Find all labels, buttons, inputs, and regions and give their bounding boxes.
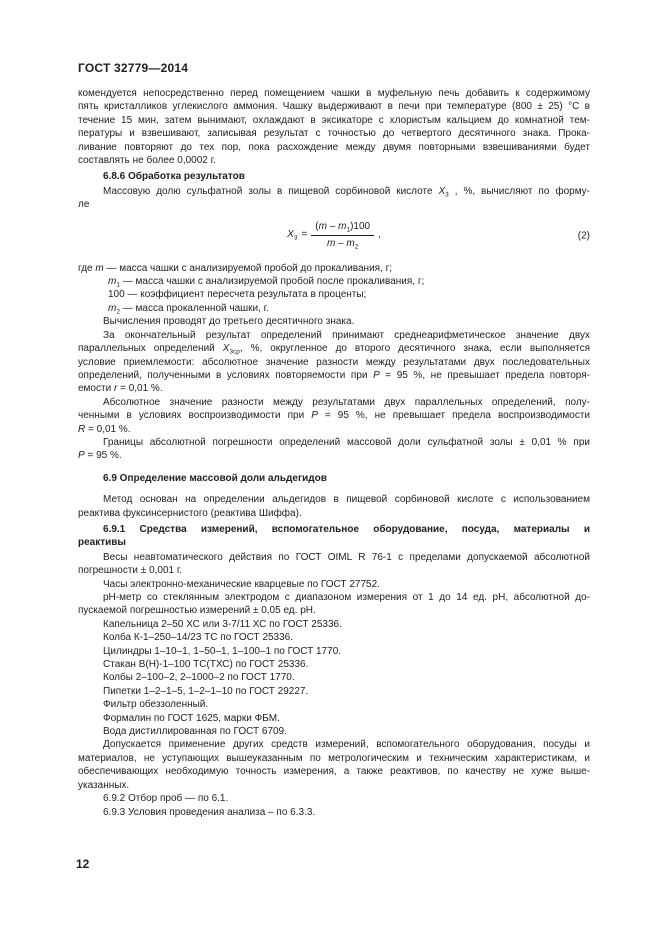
text-line: Метод основан на определении альдегидов в пищевой сорбиновой кислоте с использованием [103,494,590,506]
paragraph [78,738,590,792]
text-line: составлять не более 0,0002 г. [78,155,216,167]
paragraph [78,685,590,698]
text-line: ченными в условиях воспроизводимости при P = 95 %, не превышает предела воспроизводимости [78,410,590,422]
text-line: рН-метр со стеклянным электродом с диапазоном измерения от 1 до 14 ед. рН, абсолютной до- [103,592,590,603]
fraction-denominator: m – $m_2$ [326,237,359,251]
text-line: $m_1$ — масса чашки с анализируемой пробой после прокаливания, г; [108,276,425,289]
heading [78,170,590,183]
formula [78,221,590,251]
text-line: Массовую долю сульфатной золы в пищевой сорбиновой кислоте $X_3$ , %, вычисляют по форму- [103,185,591,199]
text-line: Пипетки 1–2–1–5, 1–2–1–10 по ГОСТ 29227. [103,685,309,697]
fraction-numerator: $(m - m_1)100$ [311,221,374,236]
text-line: комендуется непосредственно перед помещением чашки в муфельную печь добавить к содержимому [78,88,590,99]
text-line: ле [78,199,90,211]
text-line: Капельница 2–50 ХС или 3-7/11 ХС по ГОСТ 25336. [103,618,342,630]
paragraph [78,698,590,711]
text-line: указанных. [78,779,130,791]
heading [78,523,590,550]
paragraph [78,551,590,578]
paragraph [78,87,590,167]
text-line: Допускается применение других средств измерений, вспомогательного оборудования, посуды и [103,739,590,751]
formula-number: (2) [577,229,590,241]
text-line: Формалин по ГОСТ 1625, марки ФБМ. [103,712,280,724]
text-line: Стакан В(Н)-1–100 ТС(ТХС) по ГОСТ 25336. [103,659,309,671]
text-line: пять кристалликов углекислого аммония. Чашку выдерживают в печи при температуре (800 ± 25) °С в [78,101,590,113]
text-line: 6.9.1 Средства измерений, вспомогательное оборудование, посуда, материалы и [103,523,590,535]
text-line: параллельных определений $X_{3ср}$, %, округленное до второго десятичного знака, если выполняется [78,343,590,356]
text-line: течение 15 мин, затем вынимают, охлаждают в эксикаторе с хлористым кальцием до комнатной тем- [78,114,590,126]
paragraph [78,493,590,520]
text-line: Вычисления проводят до третьего десятичного знака. [103,316,355,328]
text-line: пературы и взвешивают, записывая результат с точностью до четвертого десятичного знака. Прока- [78,128,590,140]
text-line: условие приемлемости: абсолютное значение разности между результатами двух последовательных [78,356,590,368]
text-line: Границы абсолютной погрешности определений массовой доли сульфатной золы ± 0,01 % при [103,436,590,448]
paragraph [78,806,590,819]
text-line: $m_2$ — масса прокаленной чашки, г. [108,302,269,316]
text-line: ливание повторяют до тех пор, пока расхождение между двумя повторными взвешиваниями будет [78,141,590,153]
paragraph [78,578,590,591]
text-line: Весы неавтоматического действия по ГОСТ OIML R 76-1 с пределами допускаемой абсолютной [103,551,590,563]
text-line: Абсолютное значение разности между результатами двух параллельных определений, полу- [103,396,590,408]
paragraph [78,315,590,328]
text-line: реактивы [78,537,126,549]
text-line: пускаемой погрешностью измерений ± 0,05 ед. рН. [78,605,316,617]
standard-designation: ГОСТ 32779—2014 [78,61,189,75]
paragraph [78,396,590,436]
text-line: 6.8.6 Обработка результатов [103,171,245,183]
text-line: Колбы 2–100–2, 2–1000–2 по ГОСТ 1770. [103,672,295,684]
text-line: Вода дистиллированная по ГОСТ 6709. [103,726,287,738]
text-line: 100 — коэффициент пересчета результата в проценты; [108,289,367,301]
equation-lhs: $X_3$ [287,229,298,242]
text-line: 6.9.2 Отбор проб — по 6.1. [103,793,229,805]
page-number: 12 [76,857,90,871]
paragraph [78,185,590,212]
text-line: 6.9.3 Условия проведения анализа – по 6.3.3. [103,806,316,818]
text-line: Фильтр обеззоленный. [103,699,209,711]
text-line: R = 0,01 %. [78,423,131,435]
text-line: погрешности ± 0,001 г. [78,565,183,577]
fraction [311,221,374,250]
paragraph [78,591,590,618]
paragraph [78,645,590,658]
paragraph [78,725,590,738]
paragraph [78,436,590,463]
text-line: где m — масса чашки с анализируемой пробой до прокаливания, г; [78,262,393,274]
paragraph [78,631,590,644]
text-line: обеспечивающих необходимую точность измерения, а также реактивов, по качеству не хуже выше- [78,766,590,778]
paragraph [78,712,590,725]
text-line: Часы электронно-механические кварцевые по ГОСТ 27752. [103,578,380,590]
paragraph [78,329,590,396]
text-line: определений, полученными в условиях повторяемости при P = 95 %, не превышает предела повторя- [78,369,590,381]
paragraph [78,792,590,805]
paragraph [78,618,590,631]
document-body [78,87,590,819]
definition-list [78,262,590,316]
equals-sign: = [301,229,308,241]
formula-comma: , [378,229,381,241]
heading [78,472,590,485]
text-line: материалов, не уступающих вышеуказанным по метрологическим и техническим характеристикам, и [78,752,590,764]
text-line: 6.9 Определение массовой доли альдегидов [103,472,327,484]
paragraph [78,671,590,684]
text-line: реактива фуксинсернистого (реактива Шиффа). [78,507,302,519]
text-line: емости r = 0,01 %. [78,383,163,395]
text-line: Цилиндры 1–10–1, 1–50–1, 1–100–1 по ГОСТ 1770. [103,645,342,657]
text-line: P = 95 %. [78,450,122,462]
paragraph [78,658,590,671]
text-line: За окончательный результат определений принимают среднеарифметическое значение двух [103,329,590,341]
text-line: Колба К-1–250–14/23 ТС по ГОСТ 25336. [103,632,294,644]
equation [287,221,381,250]
